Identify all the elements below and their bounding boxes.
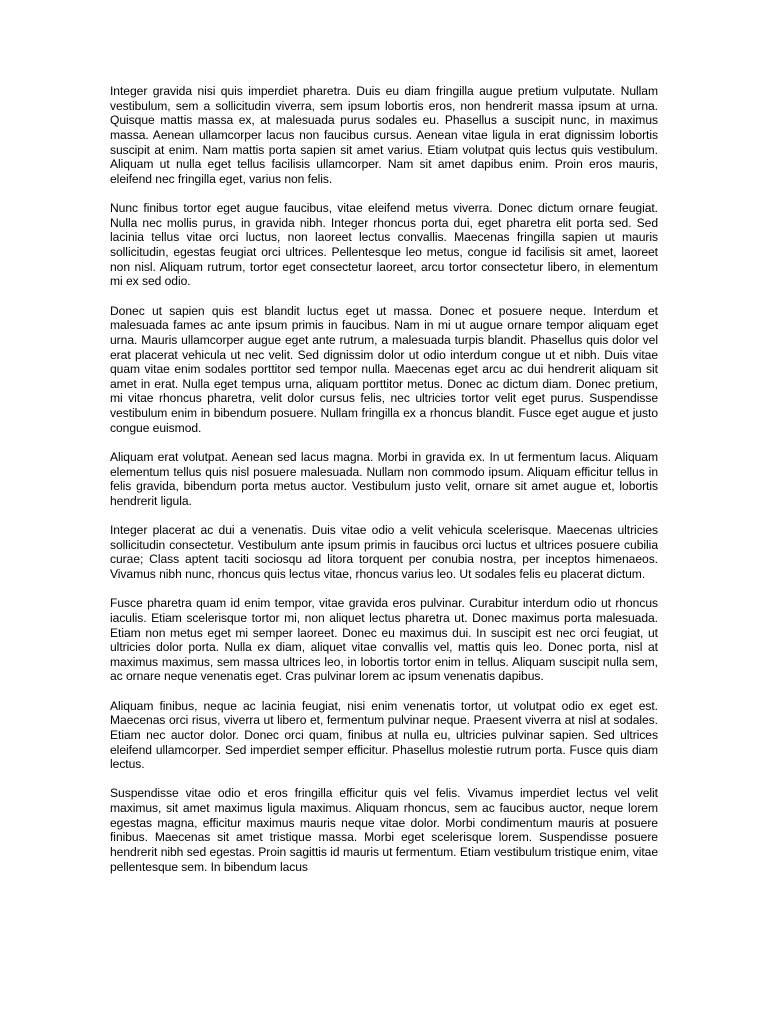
- document-page: [110, 84, 658, 920]
- paragraph-4: Aliquam erat volutpat. Aenean sed lacus magna. Morbi in gravida ex. In ut fermentum lacus. Aliquam elementum tellus quis nisl posuere malesuada. Nullam non commodo ipsum. Aliquam efficitur tellus in felis gravida, bibendum porta metus auctor. Vestibulum justo velit, ornare sit amet augue et, lobortis hendrerit ligula.: [110, 449, 658, 508]
- paragraph-2: Nunc finibus tortor eget augue faucibus, vitae eleifend metus viverra. Donec dictum ornare feugiat. Nulla nec mollis purus, in gravida nibh. Integer rhoncus porta dui, eget pharetra elit porta sed. Sed lacinia tellus vitae orci luctus, non laoreet lectus convallis. Maecenas fringilla sapien ut mauris sollicitudin, egestas feugiat orci ultrices. Pellentesque leo metus, congue id facilisis sit amet, laoreet non nisl. Aliquam rutrum, tortor eget consectetur laoreet, arcu tortor consectetur libero, in elementum mi ex sed odio.: [110, 201, 658, 289]
- paragraph-6: Fusce pharetra quam id enim tempor, vitae gravida eros pulvinar. Curabitur interdum odio ut rhoncus iaculis. Etiam scelerisque tortor mi, non aliquet lectus pharetra ut. Donec maximus porta malesuada. Etiam non metus eget mi semper laoreet. Donec eu maximus dui. In suscipit est nec orci feugiat, ut ultricies dolor porta. Nulla ex diam, aliquet vitae convallis vel, mattis quis leo. Donec porta, nisl at maximus maximus, sem massa ultrices leo, in lobortis tortor enim in tellus. Aliquam suscipit nulla sem, ac ornare neque venenatis eget. Cras pulvinar lorem ac ipsum venenatis dapibus.: [110, 596, 658, 684]
- paragraph-5: Integer placerat ac dui a venenatis. Duis vitae odio a velit vehicula scelerisque. Maecenas ultricies sollicitudin consectetur. Vestibulum ante ipsum primis in faucibus orci luctus et ultrices posuere cubilia curae; Class aptent taciti sociosqu ad litora torquent per conubia nostra, per inceptos himenaeos. Vivamus nibh nunc, rhoncus quis lectus vitae, rhoncus varius leo. Ut sodales felis eu placerat dictum.: [110, 523, 658, 582]
- paragraph-7: Aliquam finibus, neque ac lacinia feugiat, nisi enim venenatis tortor, ut volutpat odio ex eget est. Maecenas orci risus, viverra ut libero et, fermentum pulvinar neque. Praesent viverra at nisl at sodales. Etiam nec auctor dolor. Donec orci quam, finibus at nulla eu, ultricies pulvinar sapien. Sed ultrices eleifend ullamcorper. Sed imperdiet semper efficitur. Phasellus molestie rutrum porta. Fusce quis diam lectus.: [110, 698, 658, 772]
- paragraph-3: Donec ut sapien quis est blandit luctus eget ut massa. Donec et posuere neque. Interdum et malesuada fames ac ante ipsum primis in faucibus. Nam in mi ut augue ornare tempor aliquam eget urna. Mauris ullamcorper augue eget ante rutrum, a malesuada turpis blandit. Phasellus quis dolor vel erat placerat vehicula ut nec velit. Sed dignissim dolor ut odio interdum congue ut et nibh. Duis vitae quam vitae enim sodales porttitor sed tempor nulla. Maecenas eget arcu ac dui hendrerit aliquam sit amet in erat. Nulla eget tempus urna, aliquam porttitor metus. Donec ac dictum diam. Donec pretium, mi vitae rhoncus pharetra, velit dolor cursus felis, nec ultricies tortor velit eget purus. Suspendisse vestibulum enim in bibendum posuere. Nullam fringilla ex a rhoncus blandit. Fusce eget augue et justo congue euismod.: [110, 303, 658, 435]
- paragraph-1: Integer gravida nisi quis imperdiet pharetra. Duis eu diam fringilla augue pretium vulputate. Nullam vestibulum, sem a sollicitudin viverra, sem ipsum lobortis eros, non hendrerit massa ipsum at urna. Quisque mattis massa ex, at malesuada purus sodales eu. Phasellus a suscipit nunc, in maximus massa. Aenean ullamcorper lacus non faucibus cursus. Aenean vitae ligula in erat dignissim lobortis suscipit at enim. Nam mattis porta sapien sit amet varius. Etiam volutpat quis lectus quis vestibulum. Aliquam ut nulla eget tellus facilisis ullamcorper. Nam sit amet dapibus enim. Proin eros mauris, eleifend nec fringilla eget, varius non felis.: [110, 84, 658, 186]
- paragraph-8: Suspendisse vitae odio et eros fringilla efficitur quis vel felis. Vivamus imperdiet lectus vel velit maximus, sit amet maximus ligula maximus. Aliquam rhoncus, sem ac faucibus auctor, neque lorem egestas magna, efficitur maximus mauris neque vitae dolor. Morbi condimentum mauris at posuere finibus. Maecenas sit amet tristique massa. Morbi eget scelerisque lorem. Suspendisse posuere hendrerit nibh sed egestas. Proin sagittis id mauris ut fermentum. Etiam vestibulum tristique enim, vitae pellentesque sem. In bibendum lacus: [110, 786, 658, 874]
